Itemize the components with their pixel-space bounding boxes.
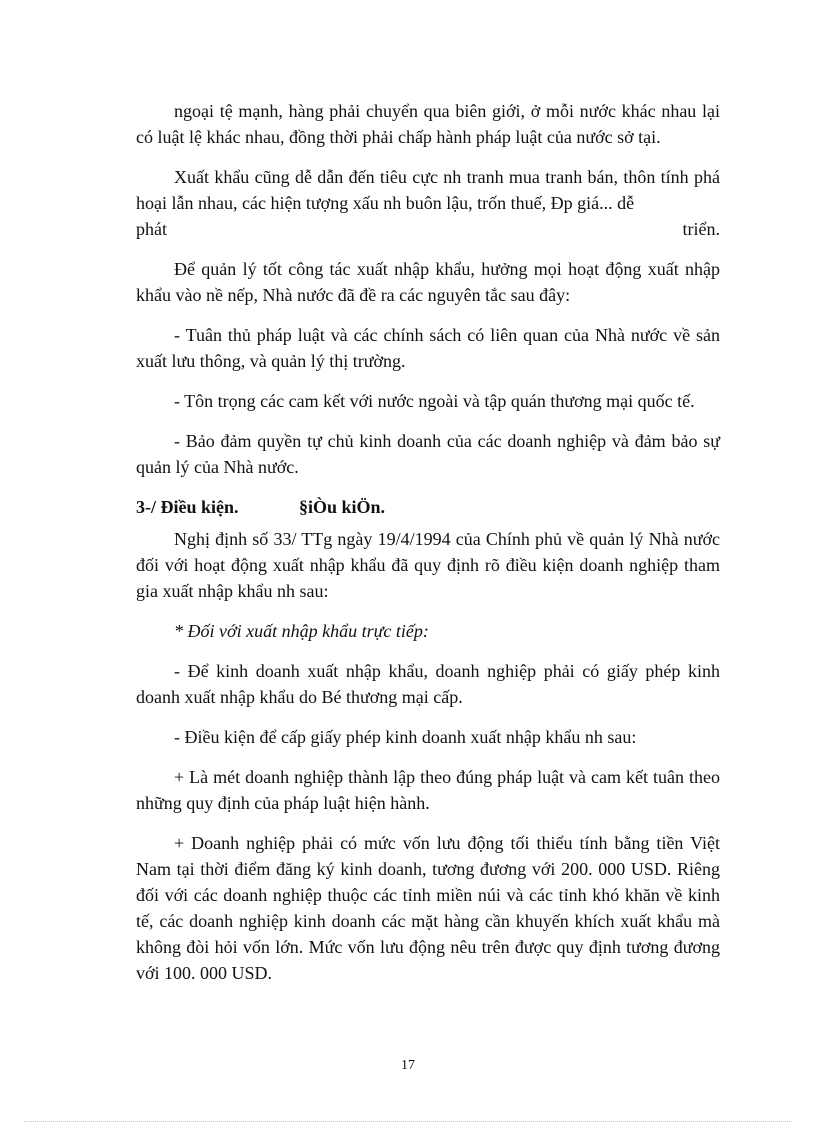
paragraph-export-negatives-end [136,216,720,242]
paragraph-principles-intro: Để quản lý tốt công tác xuất nhập khẩu, hưởng mọi hoạt động xuất nhập khẩu vào nề nếp, Nhà nước đã đề ra các nguyên tắc sau đây: [136,259,720,305]
page-number: 17 [401,1058,415,1073]
principle-item-autonomy: - Bảo đảm quyền tự chủ kinh doanh của các doanh nghiệp và đảm bảo sự quản lý của Nhà nước. [136,431,720,477]
principle-item-law: - Tuân thủ pháp luật và các chính sách có liên quan của Nhà nước về sản xuất lưu thông, và quản lý thị trường. [136,325,720,371]
condition-established: + Là mét doanh nghiệp thành lập theo đúng pháp luật và cam kết tuân theo những quy định của pháp luật hiện hành. [136,767,720,813]
body-text [136,98,720,1000]
section-heading-garbled: §iÒu kiÖn. [299,497,386,517]
word-phat: phát [136,219,167,239]
paragraph-export-negatives: Xuất khẩu cũng dễ dẫn đến tiêu cực nh tranh mua tranh bán, thôn tính phá hoại lẫn nhau, các hiện tượng xấu nh buôn lậu, trốn thuế, Ðp giá... dễ [136,167,720,213]
paragraph-decree: Nghị định số 33/ TTg ngày 19/4/1994 của Chính phủ về quản lý Nhà nước đối với hoạt động xuất nhập khẩu đã quy định rõ điều kiện doanh nghiệp tham gia xuất nhập khẩu nh sau: [136,529,720,601]
word-trien: triển. [682,219,720,239]
condition-license: - Để kinh doanh xuất nhập khẩu, doanh nghiệp phải có giấy phép kinh doanh xuất nhập khẩu do Bé thương mại cấp. [136,661,720,707]
condition-capital: + Doanh nghiệp phải có mức vốn lưu động tối thiểu tính bằng tiền Việt Nam tại thời điểm đăng ký kinh doanh, tương đương với 200. 000 USD. Riêng đối với các doanh nghiệp thuộc các tỉnh miền núi và các tỉnh khó khăn về kinh tế, các doanh nghiệp kinh doanh các mặt hàng cần khuyến khích xuất khẩu mà không đòi hỏi vốn lớn. Mức vốn lưu động nêu trên được quy định tương đương với 100. 000 USD. [136,833,720,983]
paragraph-foreign-currency: ngoại tệ mạnh, hàng phải chuyển qua biên giới, ở mỗi nước khác nhau lại có luật lệ khác nhau, đồng thời phải chấp hành pháp luật của nước sở tại. [136,101,720,147]
condition-intro: - Điều kiện để cấp giấy phép kinh doanh xuất nhập khẩu nh sau: [174,727,637,747]
footer-dotted-rule [24,1121,792,1122]
principle-item-commitments: - Tôn trọng các cam kết với nước ngoài và tập quán thương mại quốc tế. [174,391,695,411]
subheading-direct-export: * Đối với xuất nhập khẩu trực tiếp: [174,621,429,641]
section-heading-title: 3-/ Điều kiện. [136,497,239,517]
section-heading [136,494,720,520]
